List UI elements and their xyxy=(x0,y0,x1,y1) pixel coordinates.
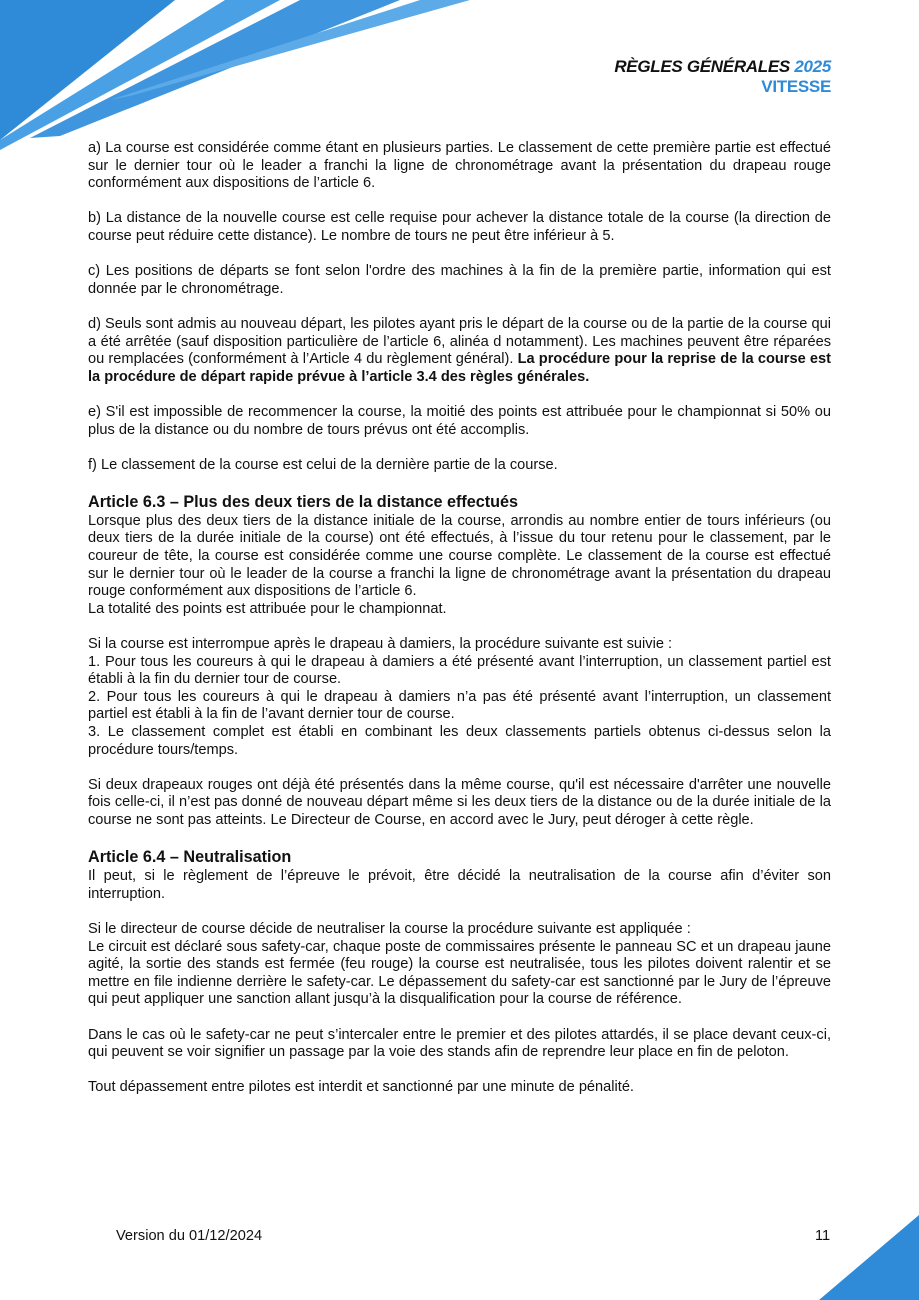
header-title: RÈGLES GÉNÉRALES xyxy=(614,57,790,76)
header-year: 2025 xyxy=(794,57,831,76)
footer-page-number: 11 xyxy=(815,1228,831,1244)
header-subtitle: VITESSE xyxy=(761,77,831,96)
document-header xyxy=(614,57,831,97)
article-6-4-paragraph-5: Tout dépassement entre pilotes est interdit et sanctionné par une minute de pénalité. xyxy=(88,1079,634,1096)
article-6-4-paragraph-3: Le circuit est déclaré sous safety-car, chaque poste de commissaires présente le panneau SC et un drapeau jaune agité, la sortie des stands est fermée (feu rouge) la course est neutralisée, tous les pilotes doivent ralentir et se mettre en file indienne derrière le safety-car. Le dépassement du safety-car est sanctionné par le Jury de l’épreuve qui peut appliquer une sanction allant jusqu’à la disqualification pour la course de référence. xyxy=(88,938,831,1008)
article-6-3-paragraph-3: Si la course est interrompue après le drapeau à damiers, la procédure suivante est suivie : xyxy=(88,636,673,653)
paragraph-c: c) Les positions de départs se font selon l'ordre des machines à la fin de la première partie, information qui est donnée par le chronométrage. xyxy=(88,263,831,297)
article-6-3-heading: Article 6.3 – Plus des deux tiers de la distance effectués xyxy=(88,492,519,511)
article-6-3-paragraph-2: La totalité des points est attribuée pour le championnat. xyxy=(88,600,447,617)
paragraph-d-bold: La procédure pour la reprise de la course est la procédure de départ rapide prévue à l’article 3.4 des règles générales. xyxy=(88,351,831,385)
header-title-line xyxy=(614,57,831,77)
paragraph-d xyxy=(88,316,831,386)
paragraph-f: f) Le classement de la course est celui de la dernière partie de la course. xyxy=(88,456,558,473)
article-6-3-item-3: 3. Le classement complet est établi en combinant les deux classements partiels obtenus ci-dessus selon la procédure tours/temps. xyxy=(88,724,831,758)
article-6-4-heading: Article 6.4 – Neutralisation xyxy=(88,848,292,867)
paragraph-d-text: d) Seuls sont admis au nouveau départ, les pilotes ayant pris le départ de la course ou de la partie de la course qui a été arrêtée (sauf disposition particulière de l’article 6, alinéa d notamment). Les machines peuvent être réparées ou remplacées (conformément à l’Article 4 du règlement général). xyxy=(88,315,831,368)
article-6-4-paragraph-2: Si le directeur de course décide de neutraliser la course la procédure suivante est appliquée : xyxy=(88,920,691,937)
footer-version: Version du 01/12/2024 xyxy=(116,1228,263,1244)
article-6-4-paragraph-4: Dans le cas où le safety-car ne peut s’intercaler entre le premier et des pilotes attardés, il se place devant ceux-ci, qui peuvent se voir signifier un passage par la voie des stands afin de reprendre leur place en fin de peloton. xyxy=(88,1026,831,1061)
article-6-3-item-2: 2. Pour tous les coureurs à qui le drapeau à damiers n’a pas été présenté avant l’interruption, un classement partiel est établi à la fin de l’avant dernier tour de course. xyxy=(88,688,831,723)
article-6-3-paragraph-4: Si deux drapeaux rouges ont déjà été présentés dans la même course, qu'il est nécessaire d'arrêter une nouvelle fois celle-ci, il n’est pas donné de nouveau départ même si les deux tiers de la distance ou de la durée initiale de la course ne sont pas atteints. Le Directeur de Course, en accord avec le Jury, peut déroger à cette règle. xyxy=(88,776,831,828)
article-6-4-paragraph-1: Il peut, si le règlement de l’épreuve le prévoit, être décidé la neutralisation de la course afin d’éviter son interruption. xyxy=(88,868,831,902)
paragraph-b: b) La distance de la nouvelle course est celle requise pour achever la distance totale de la course (la direction de course peut réduire cette distance). Le nombre de tours ne peut être inférieur à 5. xyxy=(88,210,831,244)
article-6-3-paragraph-1: Lorsque plus des deux tiers de la distance initiale de la course, arrondis au nombre entier de tours inférieurs (ou deux tiers de la durée initiale de la course) ont été effectués, à l’issue du tour retenu pour le classement, par le coureur de tête, la course est considérée comme une course complète. Le classement de la course est effectué sur le dernier tour où le leader de la course a franchi la ligne de chronométrage avant la présentation du drapeau rouge conformément aux dispositions de l’article 6. xyxy=(88,512,831,600)
document-body xyxy=(88,140,831,1114)
paragraph-e: e) S'il est impossible de recommencer la course, la moitié des points est attribuée pour le championnat si 50% ou plus de la distance ou du nombre de tours prévus ont été accomplis. xyxy=(88,403,831,438)
corner-decoration-top-left xyxy=(0,0,480,150)
paragraph-a: a) La course est considérée comme étant en plusieurs parties. Le classement de cette première partie est effectué sur le dernier tour où le leader a franchi la ligne de chronométrage avant la présentation du drapeau rouge conformément aux dispositions de l’article 6. xyxy=(88,140,831,192)
article-6-3-item-1: 1. Pour tous les coureurs à qui le drapeau à damiers a été présenté avant l’interruption, un classement partiel est établi à la fin du dernier tour de course. xyxy=(88,653,831,688)
